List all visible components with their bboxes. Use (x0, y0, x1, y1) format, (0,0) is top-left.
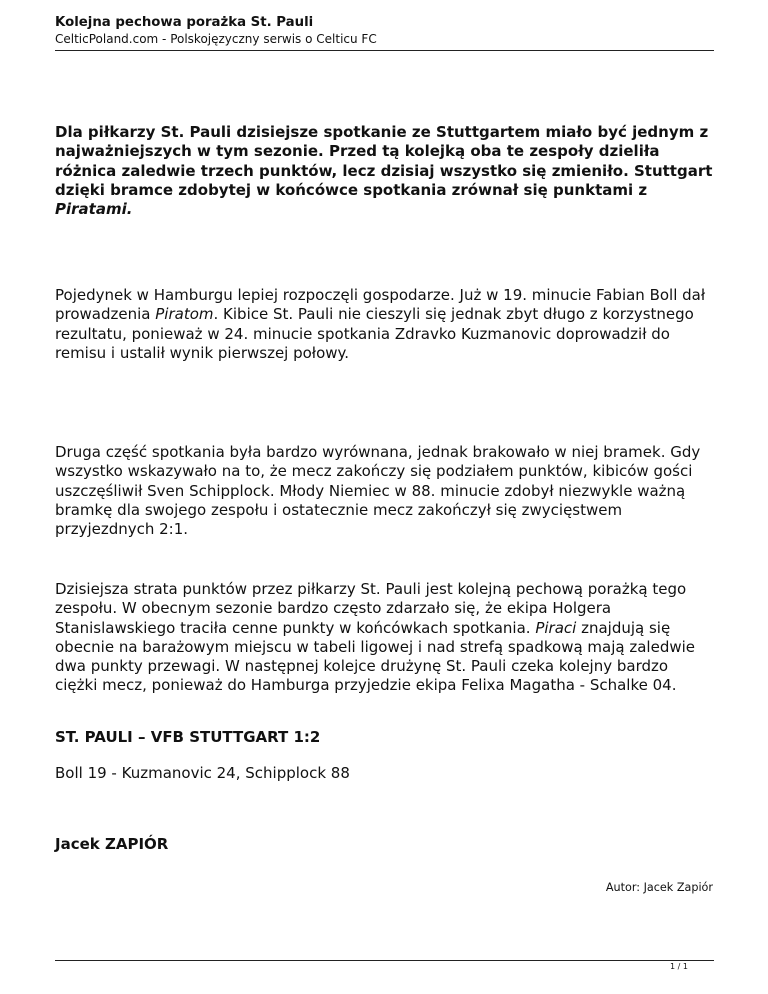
p3-text-a: Dzisiejsza strata punktów przez piłkarzy St. Pauli jest kolejną pechową porażką tego zespołu. W obecnym sezonie bardzo często zdarzało się, że ekipa Holgera Stanislawskiego traciła cenne punkty w końcówkach spotkania. (55, 580, 687, 637)
article-paragraph-3 (55, 580, 715, 696)
header-divider (55, 50, 714, 51)
match-result: ST. PAULI – VFB STUTTGART 1:2 (55, 728, 321, 746)
p3-text-b: znajdują się obecnie na barażowym miejscu w tabeli ligowej i nad strefą spadkową mają zaledwie dwa punkty przewagi. W następnej kolejce drużynę St. Pauli czeka kolejny bardzo ciężki mecz, ponieważ do Hamburga przyjedzie ekipa Felixa Magatha - Schalke 04. (55, 618, 696, 695)
site-name: CelticPoland.com - Polskojęzyczny serwis o Celticu FC (55, 32, 377, 46)
article-paragraph-2: Druga część spotkania była bardzo wyrównana, jednak brakowało w niej bramek. Gdy wszystko wskazywało na to, że mecz zakończy się podziałem punktów, kibiców gości uszczęśliwił Sven Schipplock. Młody Niemiec w 88. minucie zdobył niezwykle ważną bramkę dla swojego zespołu i ostatecznie mecz zakończył się zwycięstwem przyjezdnych 2:1. (55, 443, 701, 539)
p3-italic: Piraci (535, 618, 577, 637)
document-title: Kolejna pechowa porażka St. Pauli (55, 15, 314, 30)
p1-italic: Piratom (155, 305, 214, 324)
document-page (55, 0, 714, 994)
p1-text-a: Pojedynek w Hamburgu lepiej rozpoczęli gospodarze. Już w 19. minucie Fabian Boll dał prowadzenia (55, 286, 706, 324)
p1-text-b: . Kibice St. Pauli nie cieszyli się jednak zbyt długo z korzystnego rezultatu, ponieważ w 24. minucie spotkania Zdravko Kuzmanovic doprowadził do remisu i ustalił wynik pierwszej połowy. (55, 305, 694, 362)
goal-scorers: Boll 19 - Kuzmanovic 24, Schipplock 88 (55, 764, 350, 782)
author-signature: Jacek ZAPIÓR (55, 835, 169, 853)
lead-italic: Piratami. (55, 200, 133, 219)
lead-text: Dla piłkarzy St. Pauli dzisiejsze spotkanie ze Stuttgartem miało być jednym z najważniejszych w tym sezonie. Przed tą kolejką oba te zespoły dzieliła różnica zaledwie trzech punktów, lecz dzisiaj wszystko się zmieniło. Stuttgart dzięki bramce zdobytej w końcówce spotkania zrównał się punktami z (55, 123, 713, 199)
footer-divider (55, 960, 714, 961)
page-number: 1 / 1 (670, 962, 688, 971)
author-credit: Autor: Jacek Zapiór (605, 881, 713, 894)
article-lead (55, 123, 715, 219)
article-paragraph-1 (55, 286, 715, 363)
